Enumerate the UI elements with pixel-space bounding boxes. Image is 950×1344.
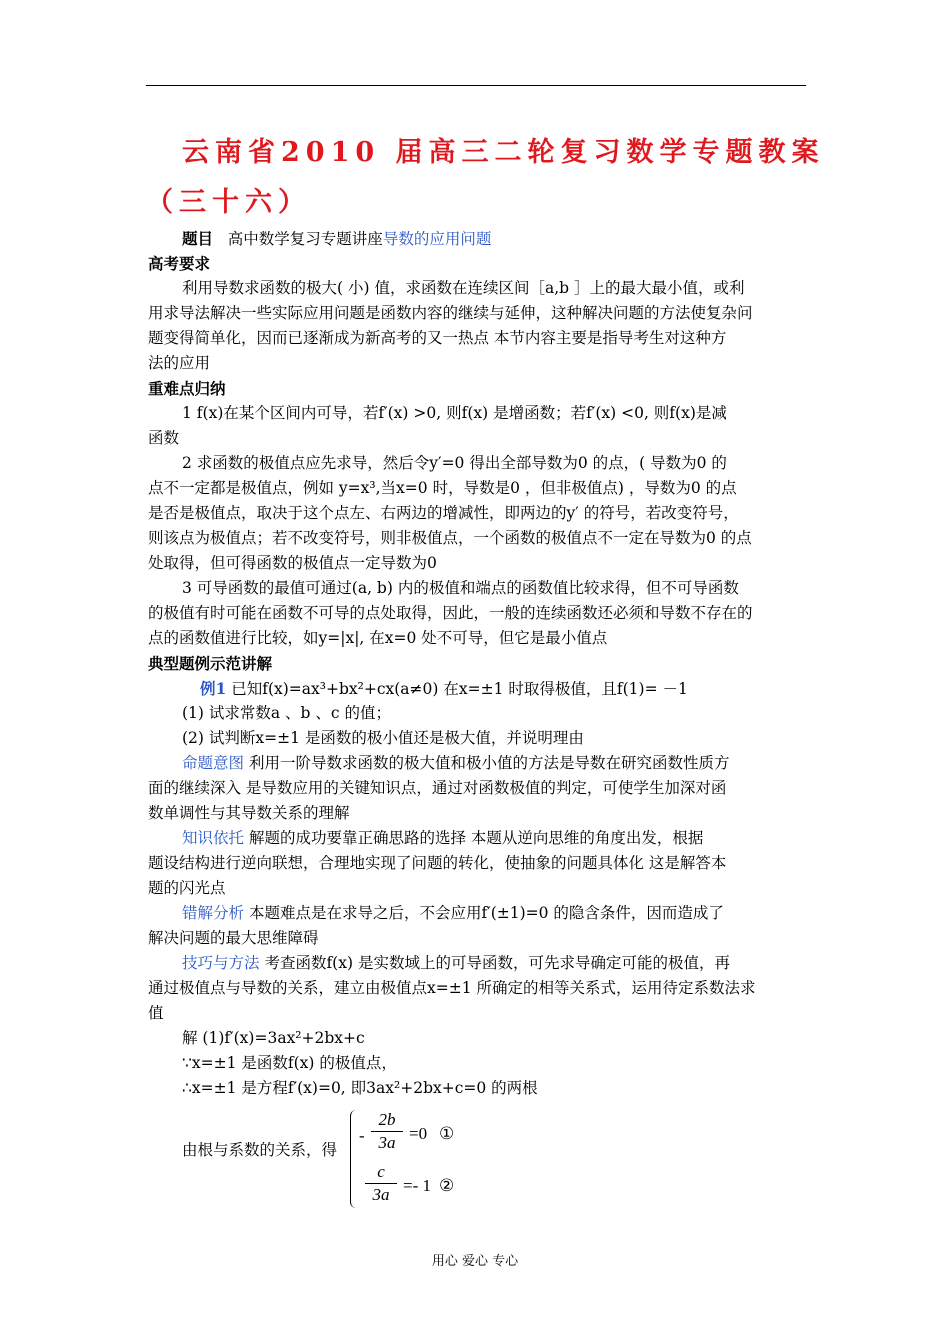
analysis-text: 解题的成功要靠正确思路的选择 本题从逆向思维的角度出发，根据 bbox=[244, 829, 704, 847]
eq1-mark: ① bbox=[439, 1124, 455, 1143]
key-point-line: 处取得，但可得函数的极值点一定导数为0 bbox=[148, 554, 437, 572]
eq2-denominator: 3a bbox=[372, 1185, 390, 1204]
analysis-line: 面的继续深入 是导数应用的关键知识点，通过对函数极值的判定，可使学生加深对函 bbox=[148, 779, 727, 797]
exam-text-line: 利用导数求函数的极大( 小) 值，求函数在连续区间［a,b ］上的最大最小值，或利 bbox=[182, 279, 745, 297]
analysis-line: 题的闪光点 bbox=[148, 879, 226, 897]
page-footer: 用心 爱心 专心 bbox=[431, 1254, 519, 1269]
eq1-numerator: 2b bbox=[378, 1110, 396, 1129]
key-point-line: 函数 bbox=[148, 429, 180, 447]
key-point-line: 3 可导函数的最值可通过(a, b) 内的极值和端点的函数值比较求得，但不可导函数 bbox=[182, 579, 739, 597]
example-stem bbox=[200, 676, 806, 702]
eq2-numerator: c bbox=[377, 1162, 385, 1181]
analysis-label: 技巧与方法 bbox=[182, 954, 260, 972]
header-rule bbox=[146, 85, 806, 86]
eq1-denominator: 3a bbox=[378, 1133, 396, 1152]
exam-text-line: 法的应用 bbox=[148, 354, 211, 372]
exam-text-line: 题变得简单化，因而已逐渐成为新高考的又一热点 本节内容主要是指导考生对这种方 bbox=[148, 329, 727, 347]
analysis-label: 命题意图 bbox=[182, 754, 245, 772]
solution-line: ∴x=±1 是方程f′(x)=0, 即3ax²+2bx+c=0 的两根 bbox=[182, 1079, 538, 1097]
analysis-text: 本题难点是在求导之后，不会应用f′(±1)=0 的隐含条件，因而造成了 bbox=[244, 904, 724, 922]
analysis-line bbox=[182, 951, 806, 976]
key-point-line: 则该点为极值点；若不改变符号，则非极值点，一个函数的极值点不一定在导数为0 的点 bbox=[148, 529, 752, 547]
section-key-heading: 重难点归纳 bbox=[148, 379, 226, 398]
analysis-line bbox=[182, 901, 806, 926]
example-question-2: (2) 试判断x=±1 是函数的极小值还是极大值，并说明理由 bbox=[182, 729, 584, 747]
key-point-line: 点的函数值进行比较，如y=|x|, 在x=0 处不可导，但它是最小值点 bbox=[148, 629, 608, 647]
key-point-line: 1 f(x)在某个区间内可导，若f′(x) >0, 则f(x) 是增函数；若f′(x) <0, 则f(x)是减 bbox=[182, 404, 727, 422]
analysis-text: 考查函数f(x) 是实数域上的可导函数，可先求导确定可能的极值，再 bbox=[259, 954, 730, 972]
topic-label: 题目 bbox=[182, 229, 214, 248]
section-examples-heading: 典型题例示范讲解 bbox=[148, 654, 273, 673]
eq2-rhs: =- 1 bbox=[403, 1176, 431, 1195]
section-exam-heading: 高考要求 bbox=[148, 254, 211, 273]
analysis-text: 利用一阶导数求函数的极大值和极小值的方法是导数在研究函数性质方 bbox=[244, 754, 730, 772]
solution-line: ∵x=±1 是函数f(x) 的极值点， bbox=[182, 1054, 397, 1072]
eq2-fraction bbox=[365, 1162, 397, 1205]
analysis-line: 通过极值点与导数的关系，建立由极值点x=±1 所确定的相等关系式，运用待定系数法求 bbox=[148, 979, 756, 997]
analysis-line bbox=[182, 826, 806, 851]
analysis-line: 解决问题的最大思维障碍 bbox=[148, 929, 319, 947]
eq2-mark: ② bbox=[439, 1176, 455, 1195]
key-point-line: 是否是极值点，取决于这个点左、右两边的增减性，即两边的y′ 的符号，若改变符号， bbox=[148, 504, 739, 522]
doc-title-line2: （三十六） bbox=[146, 187, 311, 218]
exam-text-line: 用求导法解决一些实际应用问题是函数内容的继续与延伸，这种解决问题的方法使复杂问 bbox=[148, 304, 753, 322]
analysis-line: 题设结构进行逆向联想，合理地实现了问题的转化，使抽象的问题具体化 这是解答本 bbox=[148, 854, 727, 872]
key-point-line: 2 求函数的极值点应先求导，然后令y′=0 得出全部导数为0 的点，( 导数为0 的 bbox=[182, 454, 727, 472]
key-point-line: 的极值有时可能在函数不可导的点处取得，因此，一般的连续函数还必须和导数不存在的 bbox=[148, 604, 753, 622]
analysis-label: 错解分析 bbox=[182, 904, 245, 922]
example-stem-text: 已知f(x)=ax³+bx²+cx(a≠0) 在x=±1 时取得极值，且f(1)= －1 bbox=[226, 680, 688, 698]
topic-line bbox=[182, 226, 806, 252]
key-point-line: 点不一定都是极值点，例如 y=x³,当x=0 时，导数是0 ，但非极值点) ，导数为0 的点 bbox=[148, 479, 737, 497]
equation-system bbox=[350, 1110, 481, 1208]
example-question-1: (1) 试求常数a 、b 、c 的值； bbox=[182, 704, 392, 722]
eq1-rhs: =0 bbox=[409, 1124, 428, 1143]
analysis-line bbox=[182, 751, 806, 776]
doc-title-line1: 云南省2010 届高三二轮复习数学专题教案 bbox=[182, 137, 825, 168]
eq1-fraction bbox=[371, 1110, 403, 1153]
analysis-line: 数单调性与其导数关系的理解 bbox=[148, 804, 350, 822]
analysis-line: 值 bbox=[148, 1004, 164, 1022]
relation-label: 由根与系数的关系，得 bbox=[182, 1141, 338, 1159]
example-label: 例1 bbox=[200, 679, 227, 698]
topic-text: 高中数学复习专题讲座 bbox=[227, 230, 383, 248]
topic-highlight: 导数的应用问题 bbox=[382, 230, 492, 248]
analysis-label: 知识依托 bbox=[182, 829, 245, 847]
eq1-sign: - bbox=[359, 1126, 365, 1145]
solution-line: 解 (1)f′(x)=3ax²+2bx+c bbox=[182, 1029, 365, 1047]
